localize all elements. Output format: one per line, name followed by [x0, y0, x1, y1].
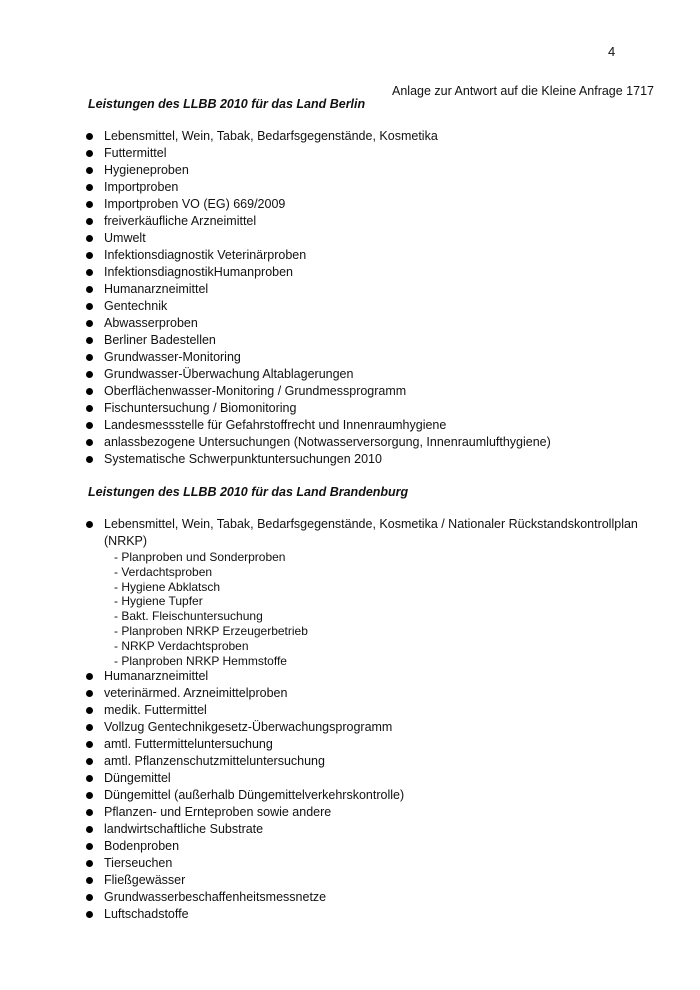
bullet-icon	[86, 269, 93, 276]
list-item-text: Vollzug Gentechnikgesetz-Überwachungsprogramm	[104, 720, 393, 735]
sub-list-item: - Planproben und Sonderproben	[114, 550, 638, 565]
bullet-icon	[86, 690, 93, 697]
bullet-icon	[86, 724, 93, 731]
list-item	[86, 230, 551, 247]
list-item-text: Hygieneproben	[104, 163, 189, 177]
list-item-text: Humanarzneimittel	[104, 282, 209, 296]
list-item-text: Importproben	[104, 180, 179, 194]
list-item-text: Fließgewässer	[104, 873, 186, 888]
sub-list-item: - Planproben NRKP Hemmstoffe	[114, 654, 638, 669]
list-item	[86, 349, 551, 366]
bullet-icon	[86, 741, 93, 748]
list-item	[86, 804, 638, 821]
list-item	[86, 702, 638, 719]
bullet-icon	[86, 860, 93, 867]
list-item	[86, 213, 551, 230]
list-item-text: Systematische Schwerpunktuntersuchungen 2010	[104, 452, 382, 466]
list-item-text: Grundwasserbeschaffenheitsmessnetze	[104, 890, 327, 905]
list-item	[86, 400, 551, 417]
bullet-icon	[86, 184, 93, 191]
sub-list-item: - Verdachtsproben	[114, 565, 638, 580]
bullet-icon	[86, 218, 93, 225]
sub-list-item: - Planproben NRKP Erzeugerbetrieb	[114, 624, 638, 639]
list-item-text: Berliner Badestellen	[104, 333, 216, 347]
list-item	[86, 719, 638, 736]
brandenburg-list	[86, 516, 638, 923]
list-item-text: Landesmessstelle für Gefahrstoffrecht und Innenraumhygiene	[104, 418, 447, 432]
bullet-icon	[86, 843, 93, 850]
annex-title: Anlage zur Antwort auf die Kleine Anfrage 1717	[392, 84, 654, 98]
section-title-brandenburg: Leistungen des LLBB 2010 für das Land Brandenburg	[88, 485, 409, 499]
bullet-icon	[86, 235, 93, 242]
bullet-icon	[86, 371, 93, 378]
bullet-icon	[86, 354, 93, 361]
list-item-text: landwirtschaftliche Substrate	[104, 822, 264, 837]
list-item	[86, 753, 638, 770]
bullet-icon	[86, 792, 93, 799]
list-item-text: InfektionsdiagnostikHumanproben	[104, 265, 294, 279]
list-item-text: anlassbezogene Untersuchungen (Notwasserversorgung, Innenraumlufthygiene)	[104, 435, 551, 449]
list-item	[86, 451, 551, 468]
list-item	[86, 383, 551, 400]
sub-list-item: - Bakt. Fleischuntersuchung	[114, 609, 638, 624]
list-item-text: Luftschadstoffe	[104, 907, 189, 922]
list-item-text: Importproben VO (EG) 669/2009	[104, 197, 286, 211]
bullet-icon	[86, 167, 93, 174]
list-item	[86, 145, 551, 162]
list-item-text: amtl. Futtermitteluntersuchung	[104, 737, 273, 752]
bullet-icon	[86, 894, 93, 901]
list-item	[86, 889, 638, 906]
list-item-text: Grundwasser-Überwachung Altablagerungen	[104, 367, 354, 381]
list-item	[86, 162, 551, 179]
list-item-text: amtl. Pflanzenschutzmitteluntersuchung	[104, 754, 325, 769]
list-item	[86, 872, 638, 889]
bullet-icon	[86, 286, 93, 293]
bullet-icon	[86, 252, 93, 259]
list-item-text: Grundwasser-Monitoring	[104, 350, 241, 364]
list-item	[86, 298, 551, 315]
list-item	[86, 179, 551, 196]
list-item	[86, 770, 638, 787]
section-title-berlin: Leistungen des LLBB 2010 für das Land Berlin	[88, 97, 366, 111]
sub-list	[104, 550, 638, 668]
list-item	[86, 516, 638, 668]
page-number: 4	[608, 44, 616, 59]
list-item-text-continuation: (NRKP)	[104, 534, 148, 548]
list-item-text: Humanarzneimittel	[104, 669, 209, 684]
list-item-text: Gentechnik	[104, 299, 168, 313]
sub-list-item: - Hygiene Abklatsch	[114, 580, 638, 595]
list-item-text: Lebensmittel, Wein, Tabak, Bedarfsgegenstände, Kosmetika	[104, 129, 438, 143]
bullet-icon	[86, 422, 93, 429]
list-item	[86, 787, 638, 804]
list-item	[86, 855, 638, 872]
list-item-text: Düngemittel (außerhalb Düngemittelverkehrskontrolle)	[104, 788, 405, 803]
list-item-text: Düngemittel	[104, 771, 171, 786]
list-item-text: veterinärmed. Arzneimittelproben	[104, 686, 288, 701]
list-item-text: Lebensmittel, Wein, Tabak, Bedarfsgegenstände, Kosmetika / Nationaler Rückstandskontrollplan	[104, 517, 638, 531]
list-item-text: Fischuntersuchung / Biomonitoring	[104, 401, 297, 415]
list-item	[86, 685, 638, 702]
list-item	[86, 906, 638, 923]
list-item	[86, 668, 638, 685]
bullet-icon	[86, 673, 93, 680]
list-item-text: medik. Futtermittel	[104, 703, 207, 718]
list-item	[86, 821, 638, 838]
bullet-icon	[86, 320, 93, 327]
bullet-icon	[86, 150, 93, 157]
list-item	[86, 417, 551, 434]
list-item	[86, 247, 551, 264]
bullet-icon	[86, 826, 93, 833]
bullet-icon	[86, 456, 93, 463]
bullet-icon	[86, 707, 93, 714]
list-item-text: Tierseuchen	[104, 856, 173, 871]
sub-list-item: - NRKP Verdachtsproben	[114, 639, 638, 654]
list-item	[86, 434, 551, 451]
list-item	[86, 281, 551, 298]
bullet-icon	[86, 133, 93, 140]
bullet-icon	[86, 303, 93, 310]
list-item-text: Bodenproben	[104, 839, 180, 854]
list-item	[86, 196, 551, 213]
bullet-icon	[86, 337, 93, 344]
list-item-text: Abwasserproben	[104, 316, 198, 330]
bullet-icon	[86, 201, 93, 208]
bullet-icon	[86, 405, 93, 412]
list-item-text: Umwelt	[104, 231, 146, 245]
bullet-icon	[86, 775, 93, 782]
bullet-icon	[86, 809, 93, 816]
list-item	[86, 838, 638, 855]
list-item	[86, 736, 638, 753]
bullet-icon	[86, 758, 93, 765]
list-item	[86, 315, 551, 332]
list-item	[86, 332, 551, 349]
list-item-text: Futtermittel	[104, 146, 167, 160]
list-item	[86, 128, 551, 145]
bullet-icon	[86, 877, 93, 884]
list-item-text: Pflanzen- und Ernteproben sowie andere	[104, 805, 332, 820]
list-item	[86, 264, 551, 281]
bullet-icon	[86, 439, 93, 446]
list-item-text: Infektionsdiagnostik Veterinärproben	[104, 248, 307, 262]
bullet-icon	[86, 521, 93, 528]
bullet-icon	[86, 388, 93, 395]
list-item-text: Oberflächenwasser-Monitoring / Grundmessprogramm	[104, 384, 407, 398]
bullet-icon	[86, 911, 93, 918]
list-item	[86, 366, 551, 383]
berlin-list	[86, 128, 551, 468]
list-item-text: freiverkäufliche Arzneimittel	[104, 214, 257, 228]
sub-list-item: - Hygiene Tupfer	[114, 594, 638, 609]
